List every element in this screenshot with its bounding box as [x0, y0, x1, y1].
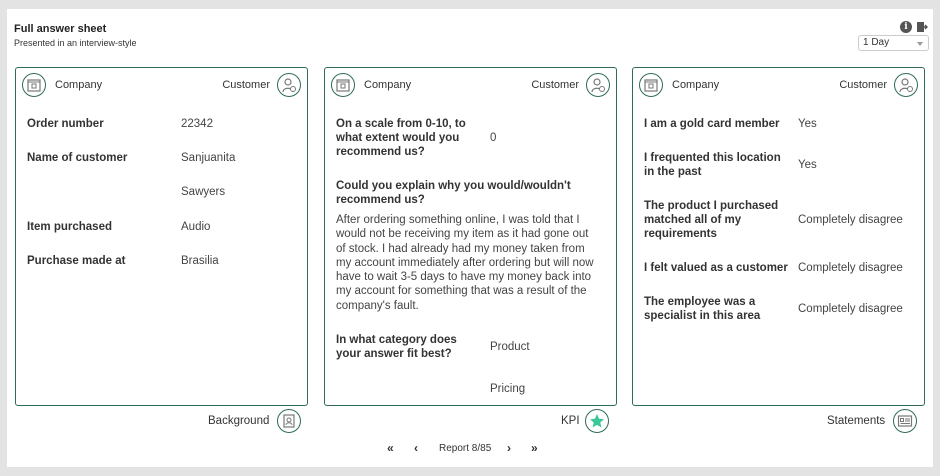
next-page-button[interactable]: ›: [507, 441, 511, 455]
company-label: Company: [55, 79, 103, 91]
period-select-value: 1 Day: [863, 37, 890, 48]
statement-frequented-line-2: in the past: [644, 166, 702, 178]
question-recommend-line-3: recommend us?: [336, 146, 425, 158]
customer-label: Customer: [839, 79, 887, 91]
field-key-order-number: Order number: [27, 118, 104, 130]
field-value-item-purchased: Audio: [181, 221, 211, 233]
question-recommend-line-1: On a scale from 0-10, to: [336, 118, 466, 130]
statement-valued-value: Completely disagree: [798, 262, 903, 274]
answer-explain-line-4: my account immediately after ordering but will now: [336, 257, 594, 269]
company-label: Company: [364, 79, 412, 91]
kpi-label: KPI: [561, 415, 580, 427]
statement-product-line-2: matched all of my: [644, 214, 742, 226]
statement-specialist-value: Completely disagree: [798, 303, 903, 315]
answer-explain-line-1: After ordering something online, I was told that I: [336, 214, 580, 226]
field-value-purchase-location: Brasilia: [181, 255, 219, 267]
question-category-line-2: your answer fit best?: [336, 348, 452, 360]
answer-recommend-score: 0: [490, 132, 497, 144]
statement-specialist-line-1: The employee was a: [644, 296, 756, 308]
customer-icon: [277, 73, 301, 97]
answer-category-1: Product: [490, 341, 530, 353]
statement-product-line-3: requirements: [644, 228, 717, 240]
company-icon: [639, 73, 663, 97]
statement-specialist-line-2: specialist in this area: [644, 310, 761, 322]
export-icon[interactable]: [916, 21, 928, 33]
statement-frequented-value: Yes: [798, 159, 817, 171]
customer-icon: [586, 73, 610, 97]
field-value-customer-first-name: Sanjuanita: [181, 152, 236, 164]
page-subtitle: Presented in an interview-style: [14, 38, 137, 48]
statement-gold-card: I am a gold card member: [644, 118, 780, 130]
answer-explain-line-7: company's fault.: [336, 300, 419, 312]
field-value-order-number: 22342: [181, 118, 213, 130]
first-page-button[interactable]: «: [387, 441, 394, 455]
period-select[interactable]: [858, 35, 929, 51]
statements-card: [632, 67, 925, 406]
background-label: Background: [208, 415, 270, 427]
statement-product-line-1: The product I purchased: [644, 200, 779, 212]
field-key-item-purchased: Item purchased: [27, 221, 112, 233]
company-icon: [22, 73, 46, 97]
prev-page-button[interactable]: ‹: [414, 441, 418, 455]
question-category-line-1: In what category does: [336, 334, 457, 346]
info-icon[interactable]: i: [900, 21, 912, 33]
statement-frequented-line-1: I frequented this location: [644, 152, 781, 164]
customer-label: Customer: [531, 79, 579, 91]
statements-label: Statements: [827, 415, 886, 427]
report-counter: Report 8/85: [439, 443, 492, 454]
question-recommend-line-2: what extent would you: [336, 132, 460, 144]
customer-label: Customer: [222, 79, 270, 91]
field-key-purchase-location: Purchase made at: [27, 255, 126, 267]
background-icon[interactable]: [277, 409, 301, 433]
field-value-customer-last-name: Sawyers: [181, 186, 226, 198]
company-label: Company: [672, 79, 720, 91]
chevron-down-icon: [917, 42, 923, 46]
statement-gold-card-value: Yes: [798, 118, 817, 130]
question-explain-line-1: Could you explain why you would/wouldn't: [336, 180, 571, 192]
star-icon[interactable]: [585, 409, 609, 433]
answer-explain-line-2: would not be receiving my item as it had gone out: [336, 228, 589, 240]
kpi-card: [324, 67, 617, 406]
question-explain-line-2: recommend us?: [336, 194, 425, 206]
answer-explain-line-5: have to wait 3-5 days to have my money back into: [336, 271, 592, 283]
background-card: [15, 67, 308, 406]
last-page-button[interactable]: »: [531, 441, 538, 455]
company-icon: [331, 73, 355, 97]
field-key-customer-name: Name of customer: [27, 152, 128, 164]
answer-category-2: Pricing: [490, 383, 526, 395]
customer-icon: [894, 73, 918, 97]
answer-explain-line-3: of stock. I had already had my money taken from: [336, 243, 585, 255]
statement-valued: I felt valued as a customer: [644, 262, 788, 274]
statements-icon[interactable]: [893, 409, 917, 433]
answer-explain-line-6: my account for something that was a result of the: [336, 285, 587, 297]
statement-product-value: Completely disagree: [798, 214, 903, 226]
page-title: Full answer sheet: [14, 23, 107, 35]
